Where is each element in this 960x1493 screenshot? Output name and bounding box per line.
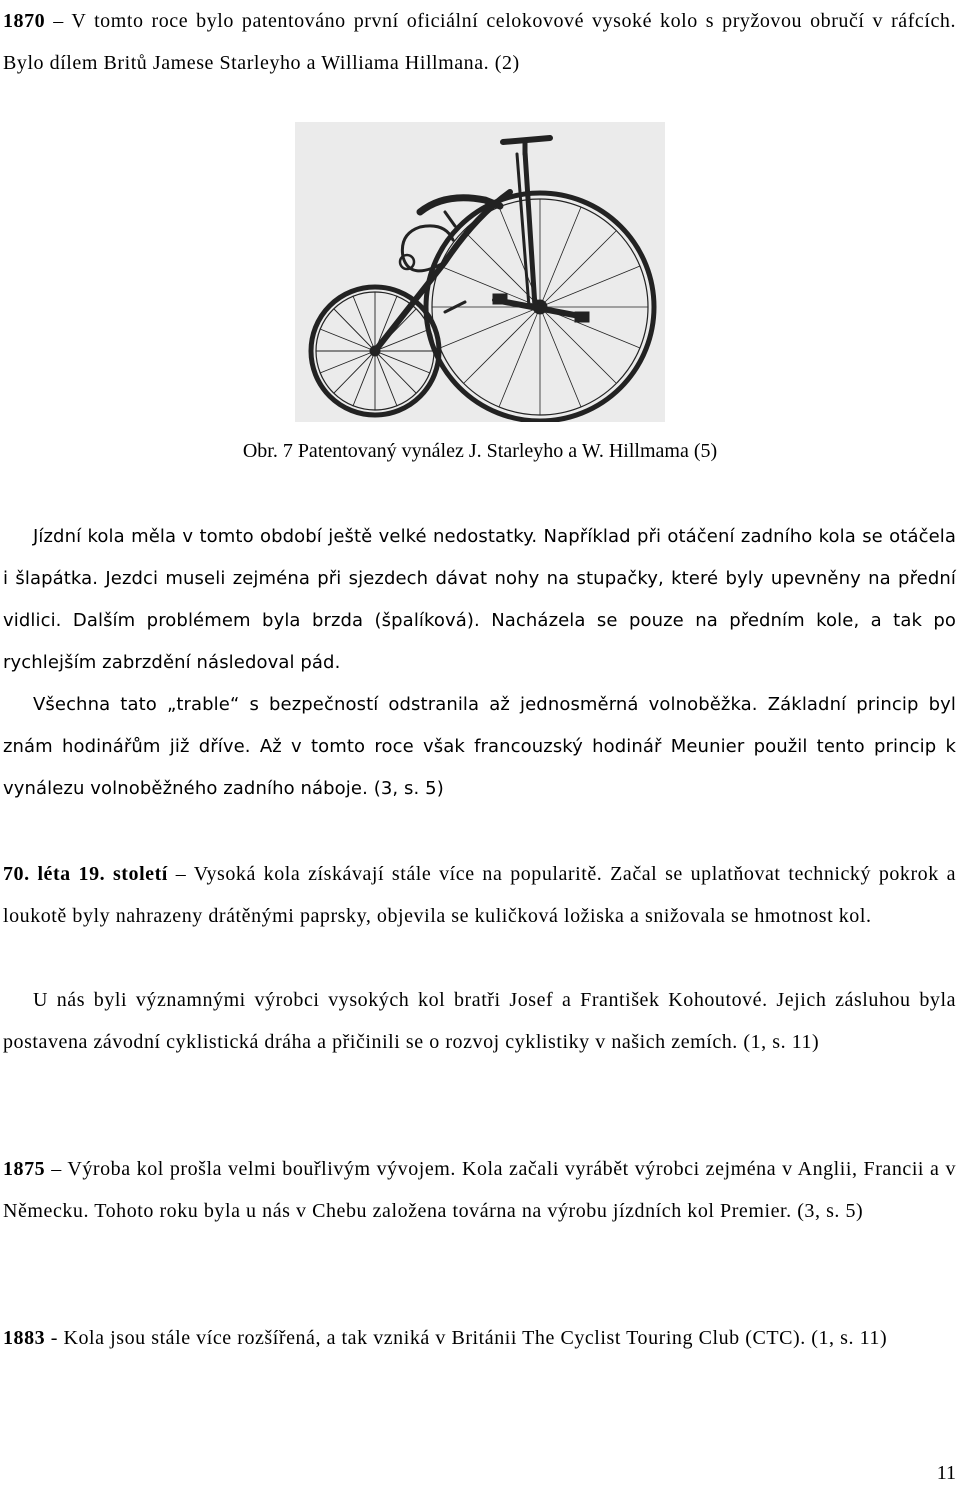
- year-1883: 1883: [3, 1327, 46, 1349]
- paragraph-1870: [3, 0, 956, 84]
- paragraph-1883: [3, 1317, 956, 1359]
- paragraph-1870s-text: – Vysoká kola získávají stále více na popularitě. Začal se uplatňovat technický pokrok a loukotě byly nahrazeny drátěnými paprsky, objevila se kuličková ložiska a snižovala se hmotnost kol.: [3, 863, 957, 927]
- paragraph-1883-text: - Kola jsou stále více rozšířená, a tak vzniká v Británii The Cyclist Touring Club (CTC). (1, s. 11): [45, 1327, 888, 1349]
- problems-sentence-3: Jezdci museli zejména při sjezdech dávat nohy na stupačky, které byly upevněny na přední vidlici.: [3, 568, 956, 631]
- problems-sentence-2: Například při otáčení zadního kola se otáčela i šlapátka.: [3, 526, 956, 589]
- freewheel-sentence-1: Všechna tato „trable“ s bezpečností odstranila až jednosměrná volnoběžka.: [33, 694, 768, 715]
- high-wheel-bicycle-illustration: [295, 122, 665, 422]
- paragraph-1870-text: – V tomto roce bylo patentováno první oficiální celokovové vysoké kolo s pryžovou obručí v ráfcích. Bylo dílem Britů Jamese Starleyho a Williama Hillmana. (2): [3, 10, 956, 74]
- paragraph-1870s: [3, 853, 956, 937]
- paragraph-kohout: U nás byli významnými výrobci vysokých kol bratři Josef a František Kohoutové. Jejich zásluhou byla postavena závodní cyklistická dráha a přičinili se o rozvoj cyklistiky v našich zemích. (1, s. 11): [3, 989, 956, 1053]
- page-number: 11: [936, 1462, 956, 1484]
- paragraph-freewheel: [3, 684, 956, 810]
- era-heading: 70. léta 19. století: [3, 863, 168, 885]
- figure-caption: Obr. 7 Patentovaný vynález J. Starleyho a W. Hillmama (5): [242, 440, 718, 462]
- problems-sentence-1: Jízdní kola měla v tomto období ještě velké nedostatky.: [33, 526, 544, 547]
- problems-sentence-5: Nacházela se pouze na předním kole, a tak po rychlejším zabrzdění následoval pád.: [3, 610, 956, 673]
- paragraph-problems: [3, 516, 956, 684]
- problems-sentence-4: Dalším problémem byla brzda (špalíková).: [72, 610, 492, 631]
- paragraph-1875: [3, 1148, 956, 1232]
- year-1875: 1875: [3, 1158, 46, 1180]
- year-1870: 1870: [3, 10, 46, 32]
- paragraph-1875-text: – Výroba kol prošla velmi bouřlivým vývojem. Kola začali vyrábět výrobci zejména v Anglii, Francii a v Německu. Tohoto roku byla u nás v Chebu založena továrna na výrobu jízdních kol Premier. (3, s. 5): [3, 1158, 956, 1222]
- freewheel-sentence-3: Až v tomto roce však francouzský hodinář Meunier použil tento princip k vynálezu volnoběžného zadního náboje. (3, s. 5): [3, 736, 957, 799]
- freewheel-sentence-2: Základní princip byl znám hodinářům již dříve.: [3, 694, 956, 757]
